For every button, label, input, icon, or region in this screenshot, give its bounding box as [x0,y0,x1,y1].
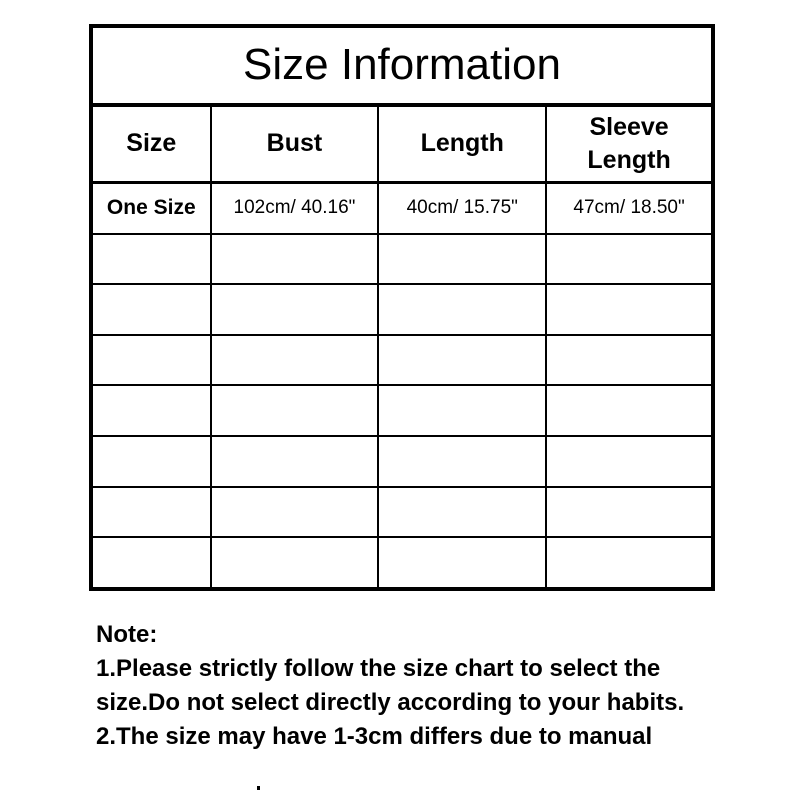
size-chart-table [89,24,715,591]
note-line-2: 2.The size may have 1-3cm differs due to manual [96,723,653,750]
table-row [91,335,713,386]
table-title: Size Information [91,26,713,105]
cell-bust [211,234,379,285]
cell-sleeve-length: 47cm/ 18.50" [546,182,713,233]
header-sleeve-length: Sleeve Length [546,105,713,182]
table-row [91,284,713,335]
cell-length [378,487,546,538]
cell-sleeve-length [546,234,713,285]
header-row [91,105,713,182]
cell-bust [211,537,379,589]
cell-length [378,385,546,436]
cell-sleeve-length [546,436,713,487]
cell-length: 40cm/ 15.75" [378,182,546,233]
cell-bust [211,335,379,386]
table-row [91,537,713,589]
table-row [91,436,713,487]
cell-bust: 102cm/ 40.16" [211,182,379,233]
cell-length [378,234,546,285]
cell-sleeve-length [546,335,713,386]
note-line-1: 1.Please strictly follow the size chart to select the size.Do not select directly according to your habits. [96,655,685,716]
cell-sleeve-length [546,537,713,589]
cell-size [91,234,211,285]
table-row [91,234,713,285]
header-length: Length [378,105,546,182]
cell-size [91,335,211,386]
cell-length [378,436,546,487]
cell-bust [211,284,379,335]
cell-sleeve-length [546,487,713,538]
stray-mark [257,786,260,790]
cell-length [378,284,546,335]
title-row [91,26,713,105]
table-row [91,385,713,436]
cell-size [91,385,211,436]
cell-bust [211,436,379,487]
note-heading: Note: [96,621,158,648]
cell-size [91,537,211,589]
cell-bust [211,487,379,538]
header-size: Size [91,105,211,182]
table-row [91,182,713,233]
cell-sleeve-length [546,385,713,436]
cell-size [91,487,211,538]
cell-size [91,284,211,335]
cell-length [378,537,546,589]
cell-size: One Size [91,182,211,233]
cell-length [378,335,546,386]
cell-sleeve-length [546,284,713,335]
note-section [96,618,736,754]
cell-bust [211,385,379,436]
header-bust: Bust [211,105,379,182]
table-row [91,487,713,538]
cell-size [91,436,211,487]
